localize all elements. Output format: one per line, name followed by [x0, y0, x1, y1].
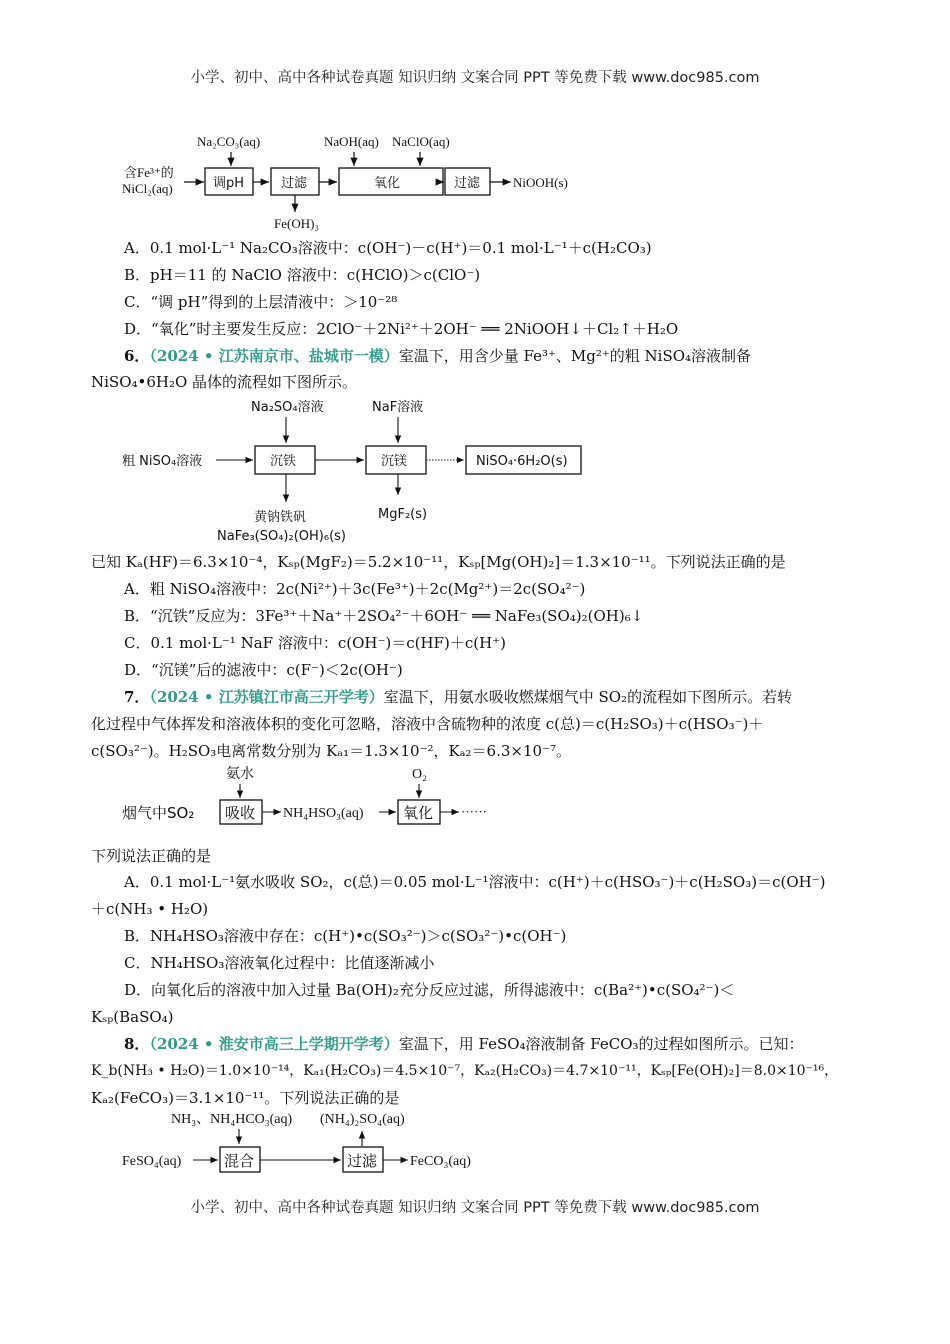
q7-box1-label: 吸收: [225, 804, 256, 822]
q7-input: 烟气中SO₂: [122, 804, 195, 822]
q5-box2-label: 过滤: [281, 176, 308, 191]
q7-option-d2: Kₛₚ(BaSO₄): [91, 1008, 174, 1026]
q6-byproduct1-line2: NaFe₃(SO₄)₂(OH)₆(s): [217, 529, 346, 544]
q7-tail: ······: [461, 804, 487, 819]
q6-stem-line2: NiSO₄•6H₂O 晶体的流程如下图所示。: [91, 373, 358, 391]
q6-reagent1: Na₂SO₄溶液: [251, 400, 324, 415]
q6-option-b: B．“沉铁”反应为：3Fe³⁺＋Na⁺＋2SO₄²⁻＋6OH⁻ ══ NaFe₃(SO₄)₂(OH)₆↓: [124, 607, 644, 625]
q6-reagent2: NaF溶液: [372, 400, 424, 415]
q8-box2-label: 过滤: [347, 1152, 378, 1170]
q5-option-b: B．pH＝11 的 NaClO 溶液中：c(HClO)＞c(ClO⁻): [124, 266, 481, 284]
q7-option-d1: D．向氧化后的溶液中加入过量 Ba(OH)₂充分反应过滤，所得滤液中：c(Ba²⁺)•c(SO₄²⁻)＜: [124, 981, 735, 999]
q7-reagent2: O₂: [412, 767, 427, 782]
q8-number: 8．: [124, 1035, 150, 1053]
q6-number: 6．: [124, 347, 150, 365]
q8-source: （2024 • 淮安市高三上学期开学考）: [149, 1035, 399, 1053]
q5-option-a: A．0.1 mol·L⁻¹ Na₂CO₃溶液中：c(OH⁻)－c(H⁺)＝0.1 mol·L⁻¹＋c(H₂CO₃): [124, 239, 652, 257]
q6-stem1: 室温下，用含少量 Fe³⁺、Mg²⁺的粗 NiSO₄溶液制备: [398, 347, 752, 365]
q8-stem1: 室温下，用 FeSO₄溶液制备 FeCO₃的过程如图所示。已知：: [398, 1035, 804, 1053]
q8-input: FeSO₄(aq): [122, 1154, 182, 1169]
q6-product: NiSO₄·6H₂O(s): [476, 454, 568, 469]
q6-option-a: A．粗 NiSO₄溶液中：2c(Ni²⁺)＋3c(Fe³⁺)＋2c(Mg²⁺)＝2c(SO₄²⁻): [124, 580, 586, 598]
q7-stem-line2: 化过程中气体挥发和溶液体积的变化可忽略，溶液中含硫物种的浓度 c(总)＝c(H₂SO₃)＋c(HSO₃⁻)＋: [91, 715, 764, 733]
q7-option-b: B．NH₄HSO₃溶液中存在：c(H⁺)•c(SO₃²⁻)＞c(SO₃²⁻)•c(OH⁻): [124, 927, 567, 945]
q7-source: （2024 • 江苏镇江市高三开学考）: [149, 688, 384, 706]
q6-box2-label: 沉镁: [381, 454, 408, 469]
q5-option-c: C．“调 pH”得到的上层清液中：＞10⁻²⁸: [124, 293, 398, 311]
q7-option-c: C．NH₄HSO₃溶液氧化过程中：比值逐渐减小: [124, 954, 435, 972]
q6-input: 粗 NiSO₄溶液: [122, 454, 203, 469]
q7-mid: NH₄HSO₃(aq): [283, 806, 364, 821]
q7-reagent1: 氨水: [226, 766, 254, 782]
q7-option-a2: ＋c(NH₃ • H₂O): [91, 900, 209, 918]
q5-input-line2: NiCl₂(aq): [122, 181, 173, 196]
q7-stem-line3: c(SO₃²⁻)。H₂SO₃电离常数分别为 Kₐ₁＝1.3×10⁻²，Kₐ₂＝6.3×10⁻⁷。: [91, 742, 571, 760]
q6-source: （2024 • 江苏南京市、盐城市一模）: [149, 347, 399, 365]
q7-box2-label: 氧化: [403, 804, 434, 822]
q7-option-a1: A．0.1 mol·L⁻¹氨水吸收 SO₂，c(总)＝0.05 mol·L⁻¹溶液中：c(H⁺)＋c(HSO₃⁻)＋c(H₂SO₃)＝c(OH⁻): [124, 873, 826, 891]
q8-stem-line2: K_b(NH₃ • H₂O)＝1.0×10⁻¹⁴，Kₐ₁(H₂CO₃)＝4.5×10⁻⁷，Kₐ₂(H₂CO₃)＝4.7×10⁻¹¹，Kₛₚ[Fe(OH)₂]＝8.0×10⁻¹⁶，: [91, 1063, 839, 1079]
page-header: 小学、初中、高中各种试卷真题 知识归纳 文案合同 PPT 等免费下载 www.doc985.com: [190, 70, 760, 86]
q5-input-line1: 含Fe³⁺的: [124, 165, 174, 180]
q6-byproduct2: MgF₂(s): [378, 507, 428, 522]
q7-ask: 下列说法正确的是: [91, 847, 212, 865]
q7-stem1: 室温下，用氨水吸收燃煤烟气中 SO₂的流程如下图所示。若转: [383, 688, 793, 706]
q6-option-c: C．0.1 mol·L⁻¹ NaF 溶液中：c(OH⁻)＝c(HF)＋c(H⁺): [124, 634, 506, 652]
q8-reagent2: (NH₄)₂SO₄(aq): [320, 1112, 405, 1127]
q6-box1-label: 沉铁: [270, 454, 297, 469]
q5-reagent1: Na₂CO₃(aq): [197, 134, 261, 149]
q5-reagent3: NaClO(aq): [392, 134, 450, 149]
q5-product: NiOOH(s): [513, 175, 568, 190]
q5-box1-label: 调pH: [213, 176, 245, 191]
q5-byproduct: Fe(OH)₃: [274, 216, 319, 231]
q5-option-d: D．“氧化”时主要发生反应：2ClO⁻＋2Ni²⁺＋2OH⁻ ══ 2NiOOH↓＋Cl₂↑＋H₂O: [124, 320, 679, 338]
q6-byproduct1-line1: 黄钠铁矾: [254, 510, 307, 525]
q8-product: FeCO₃(aq): [410, 1154, 471, 1169]
q8-reagent1: NH₃、NH₄HCO₃(aq): [171, 1112, 293, 1127]
q8-box1-label: 混合: [224, 1152, 255, 1170]
q5-box4-label: 过滤: [454, 176, 481, 191]
q7-number: 7．: [124, 688, 150, 706]
q6-given: 已知 Kₐ(HF)＝6.3×10⁻⁴，Kₛₚ(MgF₂)＝5.2×10⁻¹¹，Kₛₚ[Mg(OH)₂]＝1.3×10⁻¹¹。下列说法正确的是: [91, 553, 786, 571]
q5-box3-label: 氧化: [374, 176, 401, 191]
page-footer: 小学、初中、高中各种试卷真题 知识归纳 文案合同 PPT 等免费下载 www.doc985.com: [190, 1200, 760, 1216]
q8-stem-line3: Kₐ₂(FeCO₃)＝3.1×10⁻¹¹。下列说法正确的是: [91, 1089, 400, 1107]
q6-option-d: D．“沉镁”后的滤液中：c(F⁻)＜2c(OH⁻): [124, 661, 403, 679]
q5-reagent2: NaOH(aq): [324, 134, 379, 149]
